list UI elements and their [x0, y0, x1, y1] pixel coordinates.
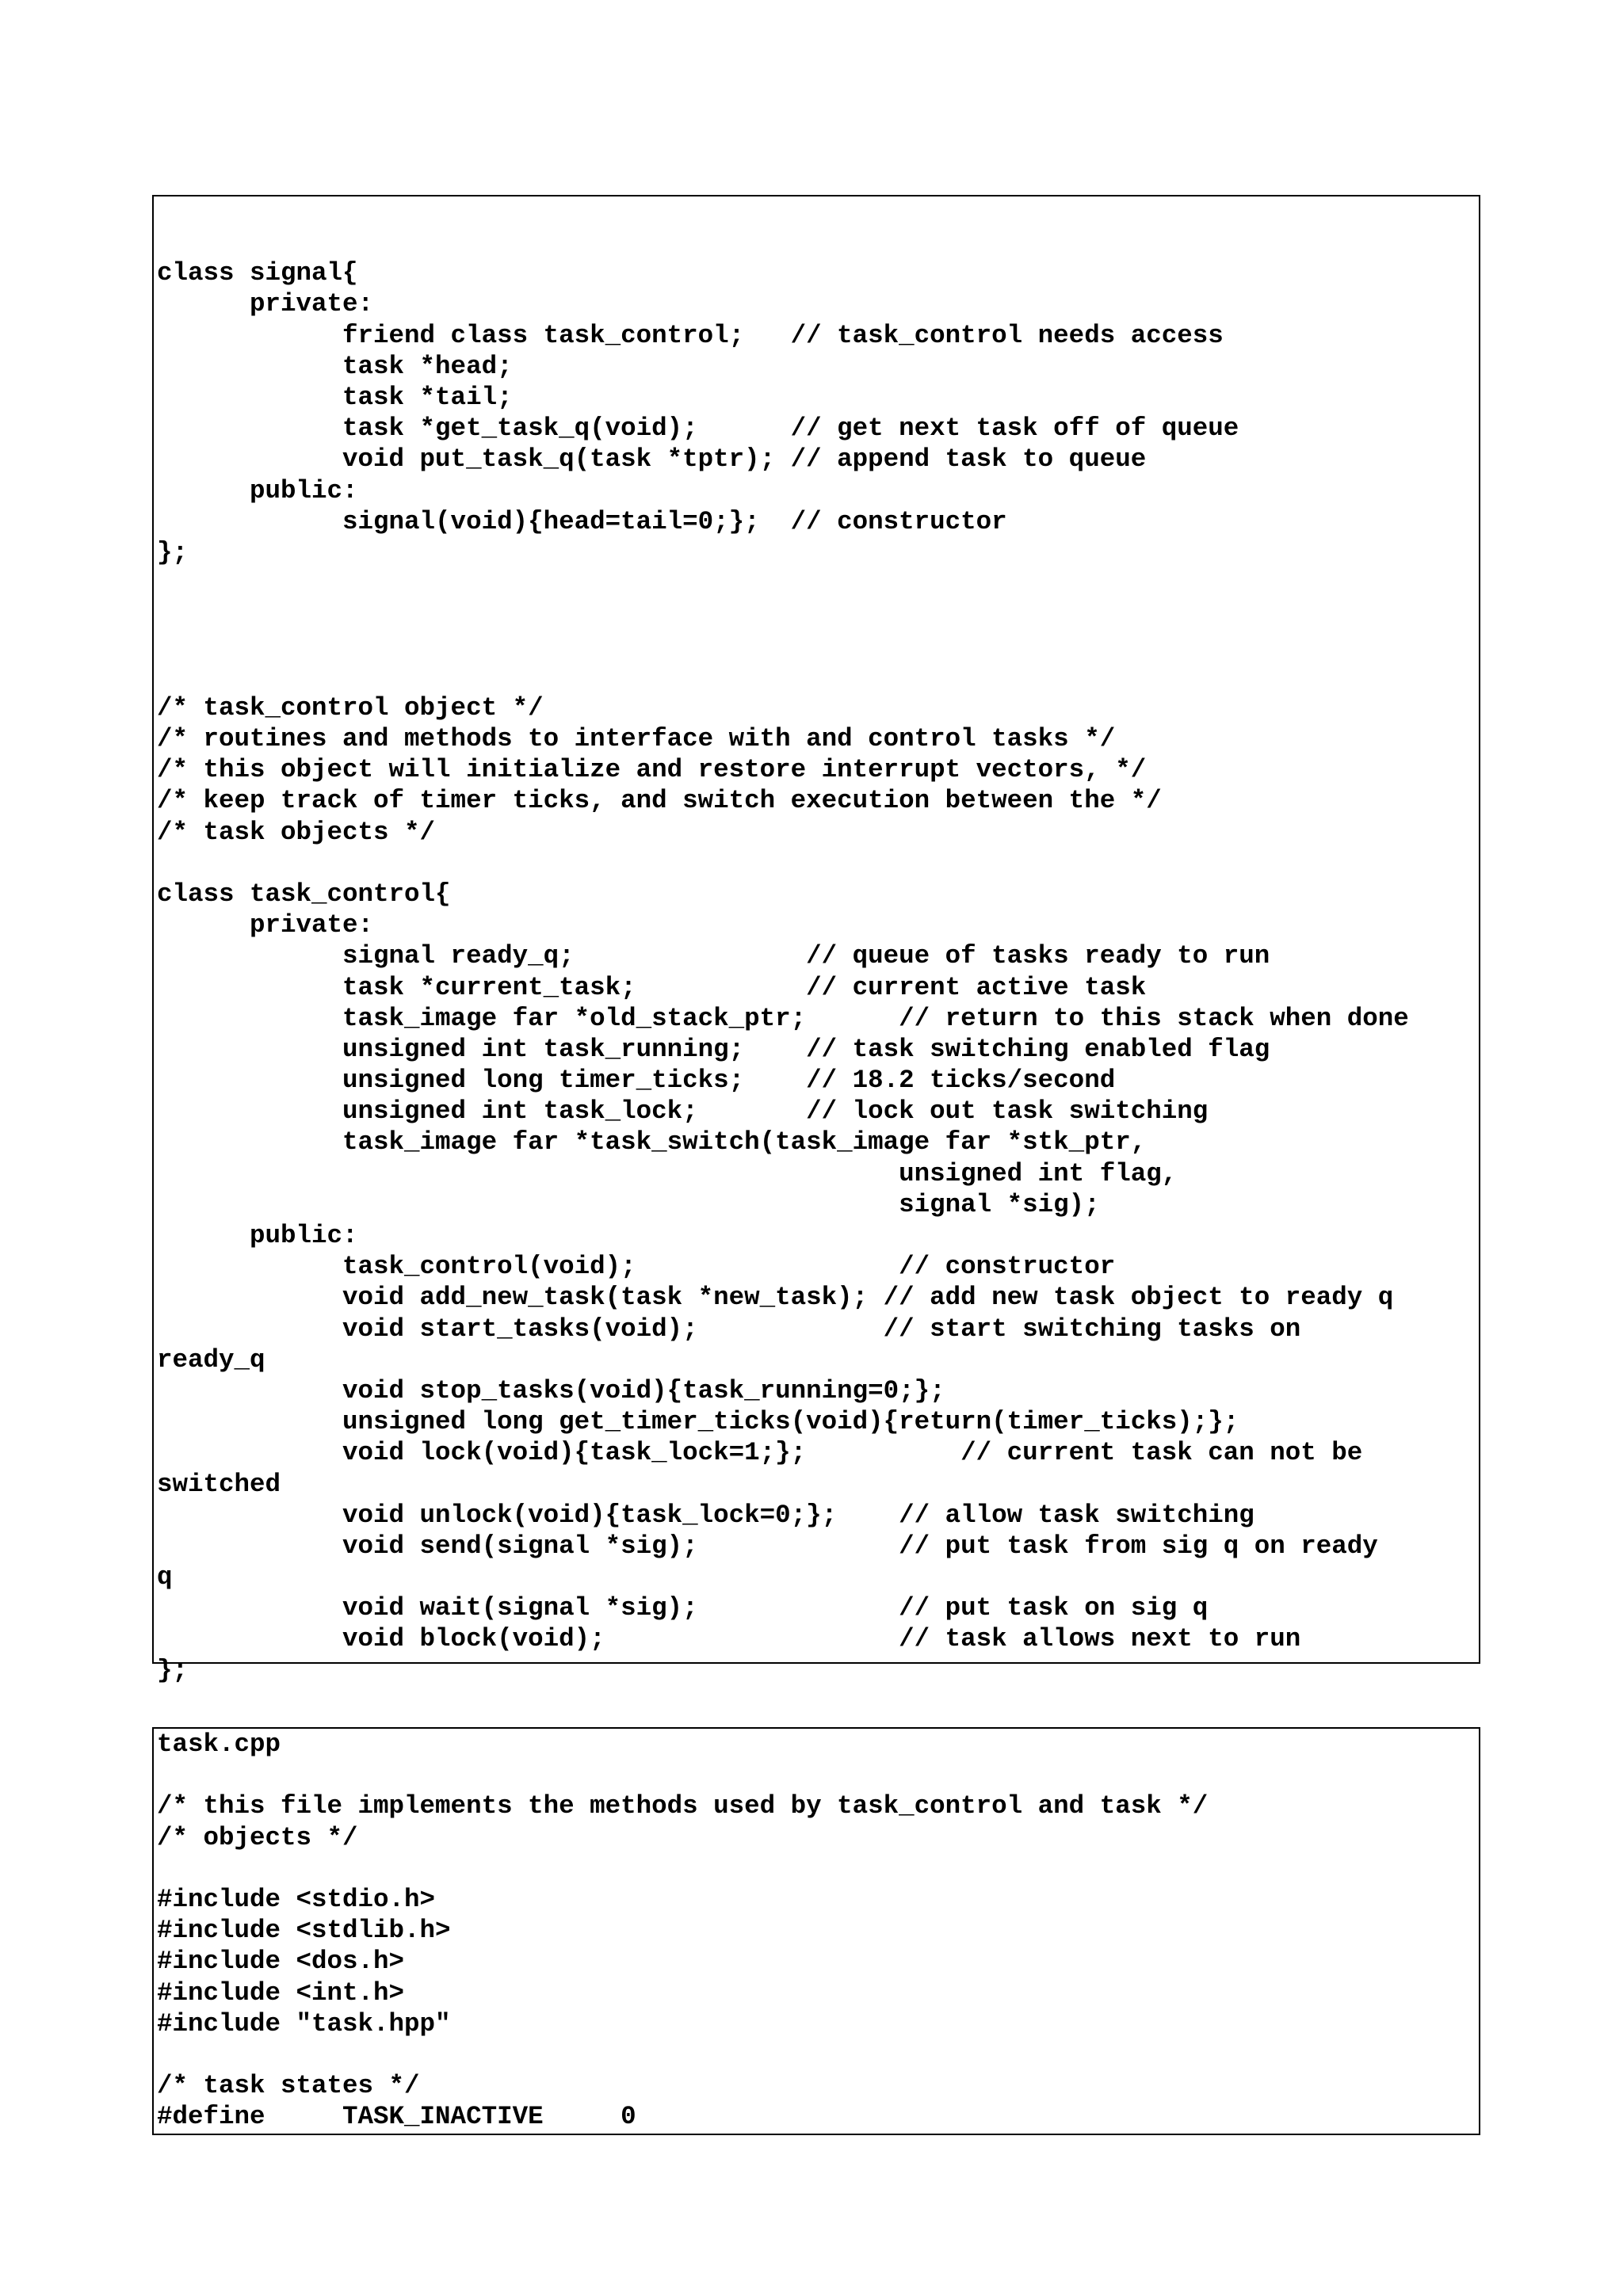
code-line: class signal{	[157, 258, 358, 288]
code-line: public:	[157, 1221, 358, 1250]
code-line: public:	[157, 475, 358, 505]
code-line	[157, 848, 1479, 879]
code-line: unsigned long get_timer_ticks(void){return(timer_ticks);};	[157, 1407, 1239, 1437]
code-line: void lock(void){task_lock=1;}; // current task can not be	[157, 1438, 1363, 1468]
code-line: signal ready_q; // queue of tasks ready to run	[157, 941, 1270, 971]
code-line	[157, 227, 1479, 257]
code-line: void send(signal *sig); // put task from sig q on ready	[157, 1531, 1378, 1561]
code-line: };	[157, 537, 189, 567]
code-block	[154, 196, 1479, 1686]
code-line: /* this object will initialize and restore interrupt vectors, */	[157, 755, 1147, 785]
code-line: /* objects */	[157, 1822, 358, 1852]
code-line: };	[157, 1655, 189, 1685]
code-line	[157, 630, 1479, 661]
code-line: void start_tasks(void); // start switching tasks on	[157, 1314, 1301, 1344]
code-line: void add_new_task(task *new_task); // add new task object to ready q	[157, 1283, 1394, 1313]
code-line: void wait(signal *sig); // put task on sig q	[157, 1593, 1209, 1623]
code-line: #define TASK_INACTIVE 0	[157, 2102, 636, 2132]
code-line	[157, 662, 1479, 692]
code-line: signal *sig);	[157, 1189, 1100, 1219]
code-line: #include <int.h>	[157, 1978, 405, 2008]
code-line: /* task objects */	[157, 817, 436, 847]
code-line: task *current_task; // current active task	[157, 972, 1147, 1002]
code-line: unsigned int task_running; // task switching enabled flag	[157, 1034, 1270, 1064]
code-line: #include <stdio.h>	[157, 1884, 436, 1914]
code-line: /* this file implements the methods used by task_control and task */	[157, 1791, 1209, 1821]
code-line: private:	[157, 289, 374, 319]
code-line: void put_task_q(task *tptr); // append task to queue	[157, 444, 1147, 475]
code-listing-task-cpp	[152, 1727, 1480, 2135]
code-line: /* routines and methods to interface with and control tasks */	[157, 724, 1116, 753]
code-line	[157, 1760, 1479, 1791]
code-line: task *head;	[157, 351, 513, 381]
code-line: unsigned int flag,	[157, 1158, 1178, 1188]
code-line: q	[157, 1562, 173, 1592]
code-line: task_image far *task_switch(task_image far *stk_ptr,	[157, 1127, 1147, 1158]
code-line: /* task_control object */	[157, 692, 544, 723]
code-line	[157, 2039, 1479, 2070]
code-line	[157, 568, 1479, 599]
code-line: /* task states */	[157, 2071, 420, 2101]
code-line: #include "task.hpp"	[157, 2008, 451, 2039]
code-line	[157, 599, 1479, 630]
code-listing-task-hpp	[152, 195, 1480, 1685]
code-line: task_control(void); // constructor	[157, 1252, 1116, 1282]
code-line: task *tail;	[157, 382, 513, 412]
code-line: unsigned int task_lock; // lock out task switching	[157, 1097, 1209, 1127]
code-line: void block(void); // task allows next to run	[157, 1624, 1301, 1654]
code-line: #include <stdlib.h>	[157, 1916, 451, 1946]
code-line: class task_control{	[157, 879, 451, 909]
code-line: switched	[157, 1469, 281, 1499]
code-line	[157, 1853, 1479, 1884]
code-line: task_image far *old_stack_ptr; // return to this stack when done	[157, 1003, 1409, 1033]
code-line: ready_q	[157, 1344, 265, 1375]
code-line: unsigned long timer_ticks; // 18.2 ticks/second	[157, 1066, 1116, 1096]
code-line: friend class task_control; // task_control needs access	[157, 320, 1224, 350]
code-line: #include <dos.h>	[157, 1947, 405, 1977]
code-line: task *get_task_q(void); // get next task off of queue	[157, 414, 1239, 444]
code-line: private:	[157, 910, 374, 940]
code-line: /* keep track of timer ticks, and switch execution between the */	[157, 786, 1162, 816]
code-line: void unlock(void){task_lock=0;}; // allow task switching	[157, 1500, 1254, 1530]
code-line: void stop_tasks(void){task_running=0;};	[157, 1375, 945, 1405]
code-line: task.cpp	[157, 1730, 281, 1759]
code-block	[154, 1729, 1479, 2132]
code-line: signal(void){head=tail=0;}; // constructor	[157, 506, 1007, 536]
